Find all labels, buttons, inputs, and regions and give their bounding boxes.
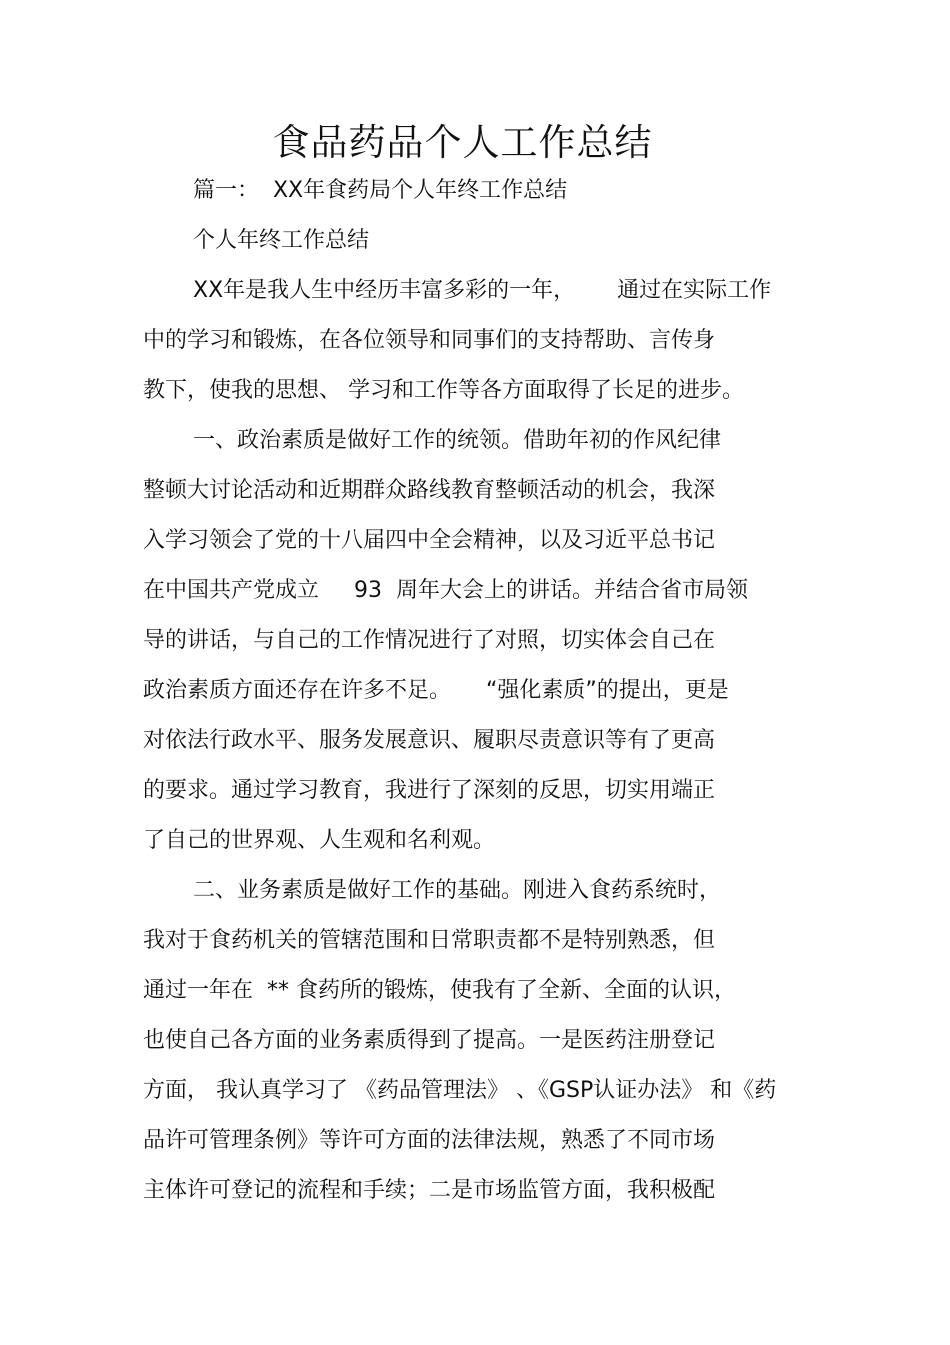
text-line: 一、政治素质是做好工作的统领。借助年初的作风纪律 [193,428,722,453]
text-line: 中的学习和锻炼，在各位领导和同事们的支持帮助、言传身 [143,328,716,353]
text-line: 对依法行政水平、服务发展意识、履职尽责意识等有了更高 [143,728,716,753]
text-line: 主体许可登记的流程和手续；二是市场监管方面，我积极配 [143,1178,716,1203]
text-line: 整顿大讨论活动和近期群众路线教育整顿活动的机会，我深 [143,478,716,503]
text-line: 政治素质方面还存在许多不足。 “强化素质”的提出，更是 [143,678,729,703]
text-line: 二、业务素质是做好工作的基础。刚进入食药系统时， [193,878,722,903]
text-line: 了自己的世界观、人生观和名利观。 [143,828,496,853]
text-line: 入学习领会了党的十八届四中全会精神，以及习近平总书记 [143,528,716,553]
text-line: 也使自己各方面的业务素质得到了提高。一是医药注册登记 [143,1028,716,1053]
text-line: 教下，使我的思想、 学习和工作等各方面取得了长足的进步。 [143,378,744,403]
text-line: 品许可管理条例》等许可方面的法律法规，熟悉了不同市场 [143,1128,716,1153]
text-line: 方面， 我认真学习了 《药品管理法》 、《GSP认证办法》 和《药 [143,1078,777,1103]
text-line: 我对于食药机关的管辖范围和日常职责都不是特别熟悉，但 [143,928,716,953]
text-line: 通过一年在 ** 食药所的锻炼，使我有了全新、全面的认识， [143,978,736,1003]
section-heading: 个人年终工作总结 [193,228,370,253]
text-line: 在中国共产党成立 93 周年大会上的讲话。并结合省市局领 [143,578,748,603]
article-subtitle: 篇一： XX年食药局个人年终工作总结 [193,178,568,203]
text-line: 的要求。通过学习教育，我进行了深刻的反思，切实用端正 [143,778,716,803]
text-line: 导的讲话，与自己的工作情况进行了对照，切实体会自己在 [143,628,716,653]
text-line: XX年是我人生中经历丰富多彩的一年， 通过在实际工作 [193,278,772,303]
document-title: 食品药品个人工作总结 [272,121,653,164]
